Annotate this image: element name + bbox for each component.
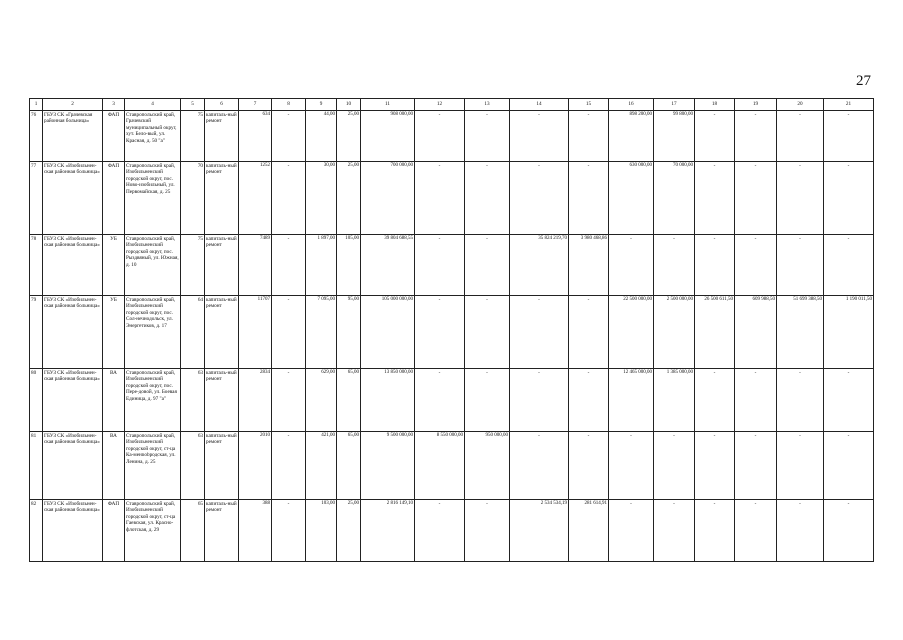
- table-cell: -: [824, 235, 874, 296]
- table-cell: ГБУЗ СК «Изобильнен-ская районная больница»: [43, 432, 103, 500]
- table-cell: 70: [181, 162, 205, 235]
- table-cell: 421,00: [306, 432, 337, 500]
- table-cell: 2 816 149,10: [361, 500, 415, 562]
- table-cell: УБ: [103, 235, 125, 296]
- table-cell: -: [465, 369, 510, 432]
- table-row: [30, 296, 874, 369]
- table-cell: 7489: [239, 235, 272, 296]
- table-cell: 65,00: [337, 432, 361, 500]
- table-cell: -: [510, 111, 569, 162]
- table-cell: 64: [181, 296, 205, 369]
- table-cell: -: [695, 369, 735, 432]
- table-row: [30, 500, 874, 562]
- table-cell: -: [735, 111, 777, 162]
- table-cell: 103,00: [306, 500, 337, 562]
- table-cell: 78: [30, 235, 43, 296]
- table-cell: -: [415, 296, 465, 369]
- table-cell: капиталь-ный ремонт: [205, 111, 239, 162]
- column-header: 2: [43, 99, 103, 111]
- table-cell: -: [510, 296, 569, 369]
- table-cell: 44,00: [306, 111, 337, 162]
- table-cell: Ставропольский край, Грачевский муниципальный округ, хут. Бело-вый, ул. Красная, д. 50 "а": [125, 111, 181, 162]
- table-cell: -: [272, 235, 306, 296]
- page-number: 27: [856, 73, 871, 89]
- table-cell: 76: [30, 111, 43, 162]
- table-cell: капиталь-ный ремонт: [205, 235, 239, 296]
- table-cell: -: [695, 500, 735, 562]
- table-cell: -: [272, 296, 306, 369]
- table-cell: Ставропольский край, Изобильненский городской округ, пос. Пере-довой, ул. Боевая Единица, д. 97 "а": [125, 369, 181, 432]
- table-cell: 2 500 000,00: [654, 296, 695, 369]
- table-cell: 25,00: [337, 500, 361, 562]
- table-cell: 9 500 000,00: [361, 432, 415, 500]
- table-cell: 82: [30, 500, 43, 562]
- table-cell: -: [609, 500, 654, 562]
- table-cell: 634: [239, 111, 272, 162]
- table-cell: 700 000,00: [361, 162, 415, 235]
- table-cell: 75: [181, 235, 205, 296]
- table-cell: 51 699 388,50: [777, 296, 824, 369]
- table-cell: 65: [181, 500, 205, 562]
- table-cell: -: [777, 235, 824, 296]
- column-header: 18: [695, 99, 735, 111]
- table-cell: 70 000,00: [654, 162, 695, 235]
- table-cell: -: [654, 432, 695, 500]
- table-cell: 1 190 011,50: [824, 296, 874, 369]
- table-cell: 7 095,00: [306, 296, 337, 369]
- table-cell: 898 200,00: [609, 111, 654, 162]
- column-header: 8: [272, 99, 306, 111]
- table-cell: -: [465, 235, 510, 296]
- table-cell: 3 980 468,86: [569, 235, 609, 296]
- table-row: [30, 369, 874, 432]
- table-cell: ГБУЗ СК «Грачевская районная больница»: [43, 111, 103, 162]
- table-cell: 79: [30, 296, 43, 369]
- table-cell: -: [272, 162, 306, 235]
- table-cell: капиталь-ный ремонт: [205, 162, 239, 235]
- table-cell: ФАП: [103, 500, 125, 562]
- table-cell: -: [510, 162, 569, 235]
- table-cell: 11707: [239, 296, 272, 369]
- table-cell: -: [465, 296, 510, 369]
- table-cell: -: [695, 235, 735, 296]
- table-row: [30, 432, 874, 500]
- table-cell: -: [510, 369, 569, 432]
- table-cell: 39 804 688,55: [361, 235, 415, 296]
- table-cell: ФАП: [103, 111, 125, 162]
- table-cell: -: [569, 111, 609, 162]
- table-cell: 2 534 534,19: [510, 500, 569, 562]
- table-cell: капиталь-ный ремонт: [205, 296, 239, 369]
- table-cell: -: [735, 162, 777, 235]
- table-row: [30, 162, 874, 235]
- table-cell: УБ: [103, 296, 125, 369]
- table-cell: -: [777, 111, 824, 162]
- table-cell: -: [735, 235, 777, 296]
- table-cell: Ставропольский край, Изобильненский городской округ, пос. Ново-изобильный, ул. Первомайская, д. 25: [125, 162, 181, 235]
- column-header: 3: [103, 99, 125, 111]
- table-cell: капиталь-ный ремонт: [205, 500, 239, 562]
- column-header: 14: [510, 99, 569, 111]
- table-cell: 8 550 000,00: [415, 432, 465, 500]
- table-cell: ФАП: [103, 162, 125, 235]
- table-cell: 1 897,00: [306, 235, 337, 296]
- table-cell: -: [569, 369, 609, 432]
- column-header: 19: [735, 99, 777, 111]
- table-cell: -: [272, 432, 306, 500]
- table-cell: 1252: [239, 162, 272, 235]
- table-cell: 22 500 000,00: [609, 296, 654, 369]
- column-header: 12: [415, 99, 465, 111]
- column-header: 9: [306, 99, 337, 111]
- table-cell: Ставропольский край, Изобильненский городской округ, пос. Рыздвяный, ул. Южная, д. 10: [125, 235, 181, 296]
- table-cell: -: [735, 369, 777, 432]
- table-cell: -: [735, 432, 777, 500]
- table-cell: капиталь-ный ремонт: [205, 432, 239, 500]
- table-cell: -: [824, 432, 874, 500]
- table-cell: -: [824, 500, 874, 562]
- table-cell: 81: [30, 432, 43, 500]
- table-cell: -: [777, 162, 824, 235]
- table-cell: 609 988,50: [735, 296, 777, 369]
- table-cell: -: [465, 500, 510, 562]
- table-cell: -: [272, 500, 306, 562]
- table-cell: 77: [30, 162, 43, 235]
- table-cell: 75: [181, 111, 205, 162]
- table-cell: -: [415, 235, 465, 296]
- table-cell: Ставропольский край, Изобильненский городской округ, ст-ца Ка-менnobродская, ул. Ленина, д. 25: [125, 432, 181, 500]
- column-header: 15: [569, 99, 609, 111]
- table-cell: 80: [30, 369, 43, 432]
- table-cell: -: [510, 432, 569, 500]
- table-cell: 13 850 000,00: [361, 369, 415, 432]
- column-header: 7: [239, 99, 272, 111]
- header-row: [30, 99, 874, 111]
- table-cell: 26 500 611,50: [695, 296, 735, 369]
- table-cell: 950 000,00: [465, 432, 510, 500]
- table-cell: -: [824, 111, 874, 162]
- table-cell: 35 824 219,70: [510, 235, 569, 296]
- table-cell: ГБУЗ СК «Изобильнен-ская районная больница»: [43, 369, 103, 432]
- table-cell: -: [272, 111, 306, 162]
- table-cell: 388: [239, 500, 272, 562]
- table-cell: ВА: [103, 369, 125, 432]
- column-header: 17: [654, 99, 695, 111]
- column-header: 16: [609, 99, 654, 111]
- table-cell: -: [415, 162, 465, 235]
- table-cell: Ставропольский край, Изобильненский городской округ, ст-ца Гаевская, ул. Красно-флотская, д. 29: [125, 500, 181, 562]
- column-header: 6: [205, 99, 239, 111]
- table-cell: -: [695, 111, 735, 162]
- table-cell: ГБУЗ СК «Изобильнен-ская районная больница»: [43, 500, 103, 562]
- table-cell: -: [654, 235, 695, 296]
- table-cell: Ставропольский край, Изобильненский городской округ, пос. Сол-нечнодольск, ул. Энергетиков, д. 17: [125, 296, 181, 369]
- column-header: 4: [125, 99, 181, 111]
- table-cell: 1 385 000,00: [654, 369, 695, 432]
- table-cell: 30,00: [306, 162, 337, 235]
- table-row: [30, 111, 874, 162]
- table-cell: 95,00: [337, 296, 361, 369]
- table-cell: -: [777, 369, 824, 432]
- table-cell: -: [569, 432, 609, 500]
- table-cell: ВА: [103, 432, 125, 500]
- table-cell: ГБУЗ СК «Изобильнен-ская районная больница»: [43, 296, 103, 369]
- table-cell: 281 614,91: [569, 500, 609, 562]
- table-cell: 105,00: [337, 235, 361, 296]
- table-cell: -: [777, 432, 824, 500]
- table-cell: 2834: [239, 369, 272, 432]
- table-cell: -: [465, 111, 510, 162]
- table-cell: 105 000 000,00: [361, 296, 415, 369]
- table-cell: 2010: [239, 432, 272, 500]
- table-cell: -: [824, 162, 874, 235]
- table-cell: -: [415, 369, 465, 432]
- table-cell: -: [777, 500, 824, 562]
- table-cell: -: [695, 162, 735, 235]
- table-cell: -: [609, 235, 654, 296]
- table-cell: 63: [181, 369, 205, 432]
- table-cell: капиталь-ный ремонт: [205, 369, 239, 432]
- table-cell: 629,00: [306, 369, 337, 432]
- table-cell: 25,00: [337, 162, 361, 235]
- table-cell: 25,00: [337, 111, 361, 162]
- column-header: 10: [337, 99, 361, 111]
- table-cell: ГБУЗ СК «Изобильнен-ская районная больница»: [43, 235, 103, 296]
- column-header: 20: [777, 99, 824, 111]
- data-table: [29, 98, 874, 562]
- table-cell: -: [735, 500, 777, 562]
- table-cell: -: [569, 162, 609, 235]
- column-header: 11: [361, 99, 415, 111]
- table-cell: -: [415, 111, 465, 162]
- table-cell: 630 000,00: [609, 162, 654, 235]
- table-cell: 908 000,00: [361, 111, 415, 162]
- column-header: 21: [824, 99, 874, 111]
- table-cell: 65,00: [337, 369, 361, 432]
- column-header: 1: [30, 99, 43, 111]
- table-cell: 99 800,00: [654, 111, 695, 162]
- column-header: 13: [465, 99, 510, 111]
- table-cell: 63: [181, 432, 205, 500]
- table-cell: -: [654, 500, 695, 562]
- table-row: [30, 235, 874, 296]
- table-cell: -: [824, 369, 874, 432]
- table-cell: -: [695, 432, 735, 500]
- table-cell: -: [465, 162, 510, 235]
- table-cell: -: [609, 432, 654, 500]
- column-header: 5: [181, 99, 205, 111]
- table-cell: ГБУЗ СК «Изобильнен-ская районная больница»: [43, 162, 103, 235]
- table-cell: -: [272, 369, 306, 432]
- table-cell: -: [569, 296, 609, 369]
- table-cell: 12 465 000,00: [609, 369, 654, 432]
- table-cell: -: [415, 500, 465, 562]
